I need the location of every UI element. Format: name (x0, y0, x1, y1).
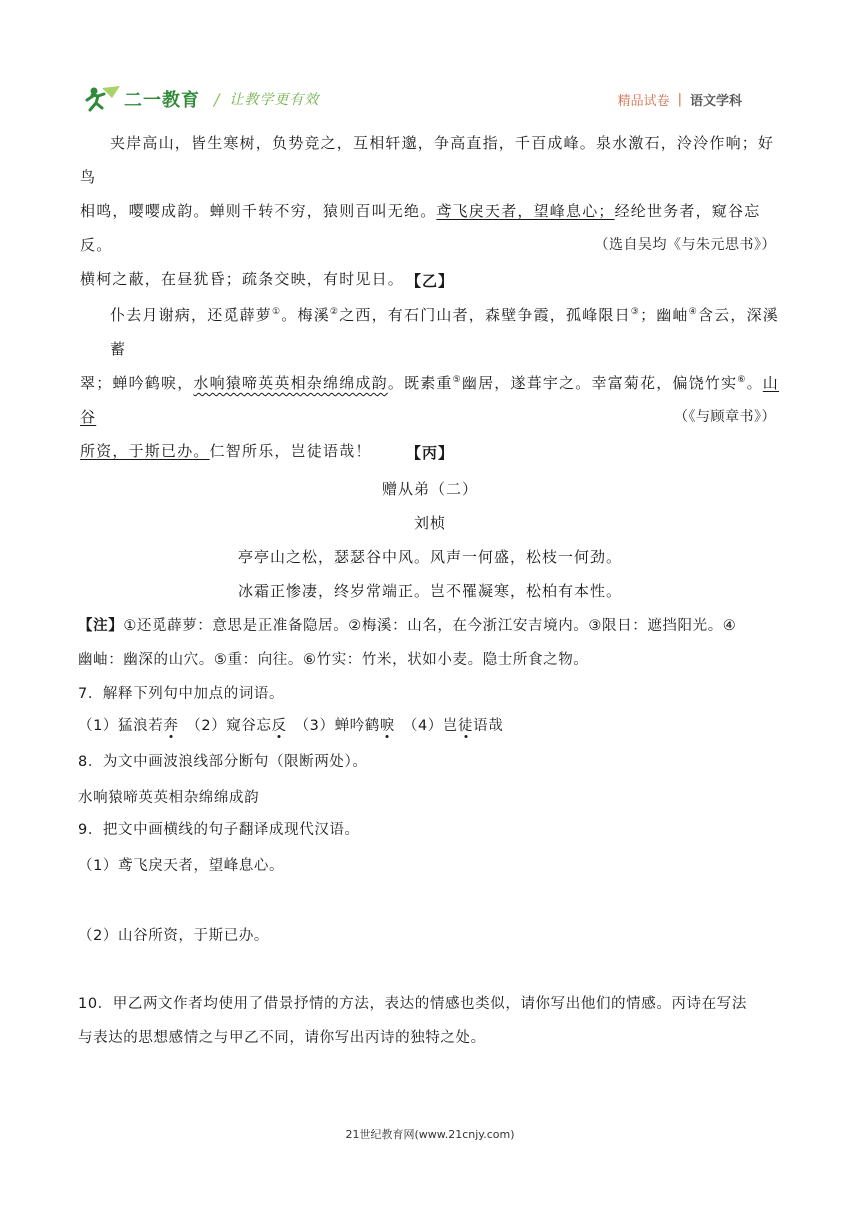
question-10-line-1: 10．甲乙两文作者均使用了借景抒情的方法，表达的情感也类似，请你写出他们的情感。丙诗在写法 (78, 996, 747, 1012)
q7-item-4: （4）岂 (395, 718, 459, 734)
logo-divider: / (214, 89, 220, 109)
jia-line-2a: 相鸣，嘤嘤成韵。蝉则千转不穷，猿则百叫无绝。 (80, 202, 437, 220)
notes-line-2: 幽岫：幽深的山穴。⑤重：向往。⑥竹实：竹米，状如小麦。隐士所食之物。 (78, 652, 589, 668)
poem-line-2: 冰霜正惨凄，终岁常端正。岂不罹凝寒，松柏有本性。 (237, 582, 622, 600)
question-9-2: （2）山谷所资，于斯已办。 (78, 928, 270, 944)
question-8-text: 水响猿啼英英相杂绵绵成韵 (78, 790, 260, 806)
question-9-1: （1）鸢飞戾天者，望峰息心。 (78, 858, 285, 874)
poem-title: 赠从弟（二） (381, 480, 478, 498)
q7-item-1: （1）猛浪若 (78, 718, 164, 734)
question-10-line-2: 与表达的思想感情之与甲乙不同，请你写出丙诗的独特之处。 (78, 1030, 486, 1046)
poem-author: 刘桢 (413, 514, 446, 532)
question-7: 7．解释下列句中加点的词语。 (78, 686, 285, 702)
note-ref-6: ⑥ (737, 375, 747, 385)
section-title-bing: 【丙】 (405, 444, 454, 462)
note-ref-4: ④ (688, 307, 698, 317)
yi-text: 仁智所乐，岂徒语哉！ (209, 442, 372, 460)
yi-text: 之西，有石门山者，森壁争霞，孤峰限日 (339, 306, 631, 324)
logo-slogan: 让教学更有效 (229, 92, 320, 108)
q7-item-4-end: 语哉 (473, 718, 504, 734)
q7-dotted-word-4: 徒 (458, 718, 474, 734)
yi-source: （《与顾章书》） (674, 409, 776, 425)
jia-line-2b: 经纶世务者，窥谷忘反。 (80, 202, 761, 254)
section-title-yi: 【乙】 (405, 272, 454, 290)
q7-dotted-word-1: 奔 (163, 718, 179, 734)
note-ref-3: ③ (630, 307, 641, 317)
page-header (82, 84, 742, 114)
notes-label: 【注】 (78, 618, 124, 634)
q7-dotted-word-3: 唳 (379, 718, 396, 734)
site-logo (82, 84, 319, 114)
q7-item-3: （3）蝉吟鹤 (286, 718, 380, 734)
yi-text: ；幽岫 (640, 306, 689, 324)
logo-name: 二一教育 (124, 90, 200, 111)
note-ref-5: ⑤ (452, 375, 462, 385)
question-8: 8．为文中画波浪线部分断句（限断两处）。 (78, 754, 368, 770)
page-footer: 21世纪教育网(www.21cnjy.com) (345, 1128, 515, 1141)
jia-source: （选自吴均《与朱元思书》） (594, 237, 776, 253)
header-label-subject: 语文学科 (689, 94, 742, 109)
notes-line-1 (78, 614, 788, 638)
yi-wavy-sentence: 水响猿啼英英相杂绵绵成韵 (193, 374, 388, 392)
note-ref-1: ① (272, 307, 282, 317)
q7-dotted-word-2: 反 (271, 718, 287, 734)
header-separator: | (677, 92, 682, 107)
note-ref-2: ② (329, 307, 340, 317)
jia-underlined-sentence: 鸢飞戾天者，望峰息心； (436, 202, 615, 220)
q7-item-2: （2）窥谷忘 (178, 718, 272, 734)
yi-text: 含云，深溪蓄 (110, 306, 779, 358)
yi-underlined-start: 山谷 (80, 374, 779, 426)
runner-logo-icon (82, 84, 122, 114)
yi-text: 。 (746, 374, 763, 392)
yi-text: 翠；蝉吟鹤唳， (80, 374, 194, 392)
question-7-items (78, 714, 788, 738)
yi-underlined-end: 所资，于斯已办。 (80, 442, 210, 460)
yi-text: 。既素重 (387, 374, 453, 392)
header-subject (618, 90, 742, 109)
jia-line-1: 夹岸高山，皆生寒树，负势竞之，互相轩邈，争高直指，千百成峰。泉水激石，泠泠作响；好鸟 (80, 134, 775, 186)
notes-text: ①还觅薜萝：意思是正准备隐居。②梅溪：山名，在今浙江安吉境内。③限日：遮挡阳光。④ (123, 618, 737, 634)
yi-text: 幽居，遂葺宇之。幸富菊花，偏饶竹实 (461, 374, 738, 392)
yi-text: 。梅溪 (281, 306, 330, 324)
header-label-premium: 精品试卷 (617, 94, 670, 109)
question-9: 9．把文中画横线的句子翻译成现代汉语。 (78, 822, 360, 838)
poem-line-1: 亭亭山之松，瑟瑟谷中风。风声一何盛，松枝一何劲。 (237, 548, 622, 566)
yi-text: 仆去月谢病，还觅薜萝 (110, 306, 273, 324)
jia-line-3: 横柯之蔽，在昼犹昏；疏条交映，有时见日。 (80, 270, 405, 288)
